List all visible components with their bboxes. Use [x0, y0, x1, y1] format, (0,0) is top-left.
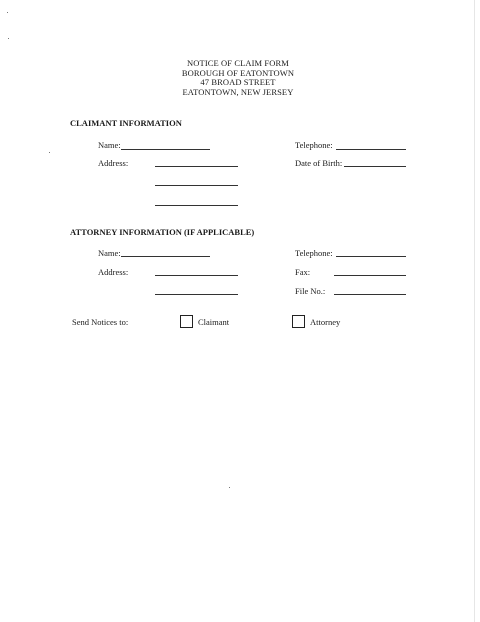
attorney-telephone-label: Telephone:	[295, 248, 333, 258]
attorney-name-label: Name:	[98, 248, 121, 258]
attorney-section-title: ATTORNEY INFORMATION (IF APPLICABLE)	[70, 227, 255, 237]
attorney-checkbox[interactable]	[292, 315, 305, 328]
claimant-section-title: CLAIMANT INFORMATION	[70, 118, 182, 128]
claimant-option-label: Claimant	[198, 317, 230, 327]
send-notices-label: Send Notices to:	[72, 317, 129, 327]
attorney-fax-field[interactable]	[334, 275, 406, 276]
claimant-checkbox[interactable]	[180, 315, 193, 328]
claimant-name-label: Name:	[98, 140, 121, 150]
claimant-address-label: Address:	[98, 158, 129, 168]
scan-speck	[8, 38, 9, 39]
claimant-dob-field[interactable]	[344, 166, 406, 167]
attorney-fax-label: Fax:	[295, 267, 311, 277]
scan-speck	[7, 12, 8, 13]
attorney-address-label: Address:	[98, 267, 129, 277]
form-header	[0, 59, 476, 97]
scan-speck	[229, 487, 230, 488]
borough-name: BOROUGH OF EATONTOWN	[181, 67, 295, 78]
scan-speck	[49, 152, 50, 153]
claimant-address-field-2[interactable]	[155, 185, 238, 186]
claimant-telephone-field[interactable]	[336, 149, 406, 150]
claimant-name-field[interactable]	[121, 149, 210, 150]
attorney-name-field[interactable]	[121, 256, 210, 257]
attorney-file-field[interactable]	[334, 294, 406, 295]
form-title: NOTICE OF CLAIM FORM	[187, 58, 289, 68]
attorney-address-field-1[interactable]	[155, 275, 238, 276]
claimant-dob-label: Date of Birth:	[295, 158, 343, 168]
street-address: 47 BROAD STREET	[200, 77, 276, 88]
claimant-address-field-1[interactable]	[155, 166, 238, 167]
attorney-telephone-field[interactable]	[336, 256, 406, 257]
claimant-address-field-3[interactable]	[155, 205, 238, 206]
city-state: EATONTOWN, NEW JERSEY	[182, 86, 294, 97]
attorney-file-label: File No.:	[295, 286, 326, 296]
attorney-option-label: Attorney	[310, 317, 341, 327]
attorney-address-field-2[interactable]	[155, 294, 238, 295]
claimant-telephone-label: Telephone:	[295, 140, 333, 150]
